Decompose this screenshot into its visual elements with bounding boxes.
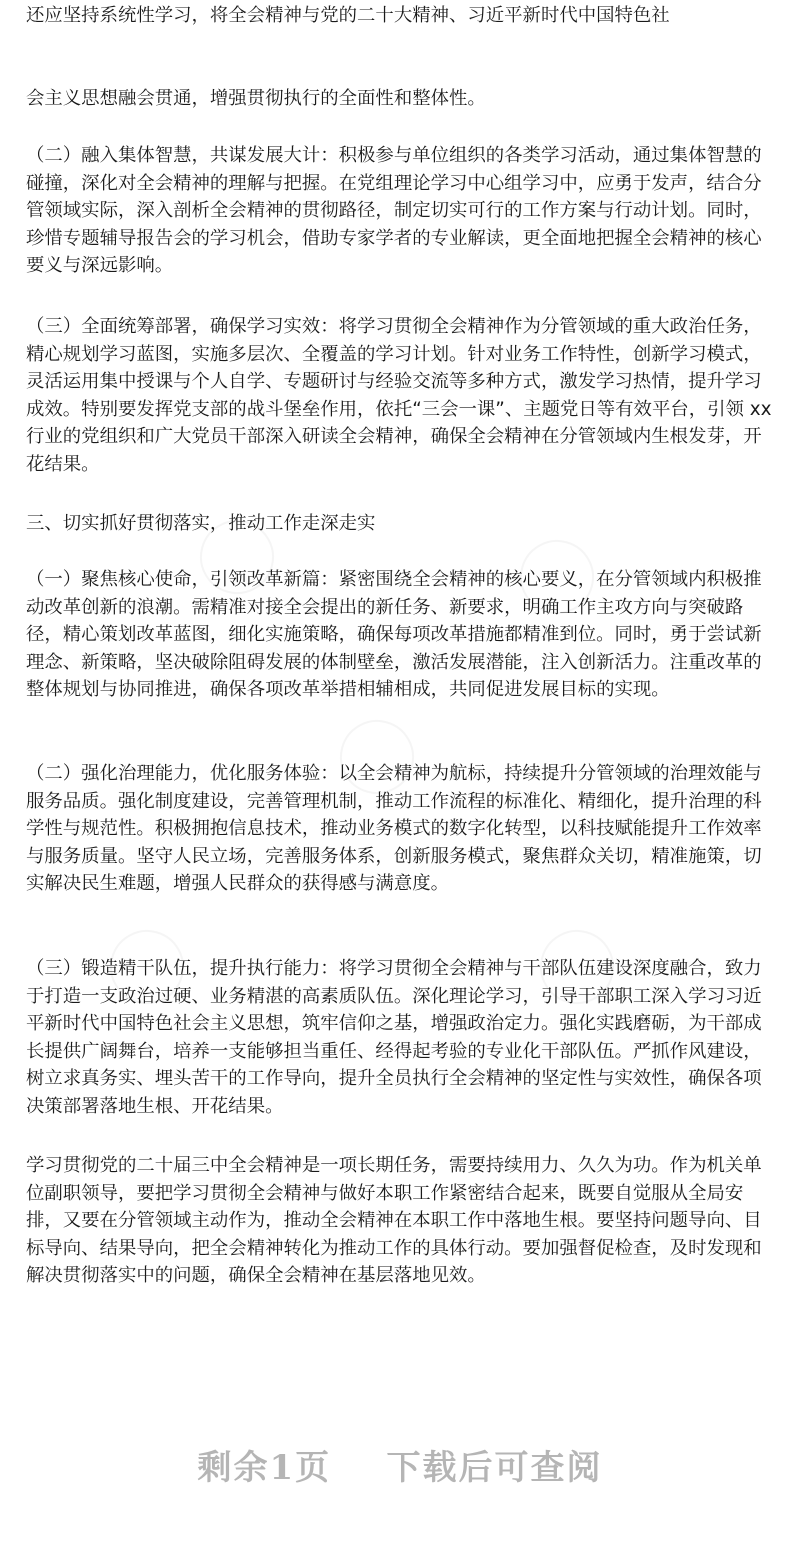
paragraph-section-three-item-three: （三）锻造精干队伍，提升执行能力：将学习贯彻全会精神与干部队伍建设深度融合，致力于打造一支政治过硬、业务精湛的高素质队伍。深化理论学习，引导干部职工深入学习习近平新时代中国特色社会主义思想，筑牢信仰之基，增强政治定力。强化实践磨砺，为干部成长提供广阔舞台，培养一支能够担当重任、经得起考验的专业化干部队伍。严抓作风建设，树立求真务实、埋头苦干的工作导向，提升全员执行全会精神的坚定性与实效性，确保各项决策部署落地生根、开花结果。 <box>26 958 762 1117</box>
paragraph-conclusion: 学习贯彻党的二十届三中全会精神是一项长期任务，需要持续用力、久久为功。作为机关单位副职领导，要把学习贯彻全会精神与做好本职工作紧密结合起来，既要自觉服从全局安排，又要在分管领域主动作为，推动全会精神在本职工作中落地生根。要坚持问题导向、目标导向、结果导向，把全会精神转化为推动工作的具体行动。要加强督促检查，及时发现和解决贯彻落实中的问题，确保全会精神在基层落地见效。 <box>26 1155 762 1287</box>
paragraph-continued: 还应坚持系统性学习，将全会精神与党的二十大精神、习近平新时代中国特色社 <box>26 5 670 26</box>
remaining-pages-label: 剩余1页 <box>197 1448 332 1488</box>
remaining-pages-banner <box>0 1440 800 1489</box>
download-to-view-label: 下载后可查阅 <box>386 1448 603 1488</box>
paragraph-section-three-item-two: （二）强化治理能力，优化服务体验：以全会精神为航标，持续提升分管领域的治理效能与服务品质。强化制度建设，完善管理机制，推动工作流程的标准化、精细化，提升治理的科学性与规范性。积极拥抱信息技术，推动业务模式的数字化转型，以科技赋能提升工作效率与服务质量。坚守人民立场，完善服务体系，创新服务模式，聚焦群众关切，精准施策，切实解决民生难题，增强人民群众的获得感与满意度。 <box>26 763 762 895</box>
paragraph-section-three-item-one: （一）聚焦核心使命，引领改革新篇：紧密围绕全会精神的核心要义，在分管领域内积极推动改革创新的浪潮。需精准对接全会提出的新任务、新要求，明确工作主攻方向与突破路径，精心策划改革蓝图，细化实施策略，确保每项改革措施都精准到位。同时，勇于尝试新理念、新策略，坚决破除阻碍发展的体制壁垒，激活发展潜能，注入创新活力。注重改革的整体规划与协同推进，确保各项改革举措相辅相成，共同促进发展目标的实现。 <box>26 569 762 701</box>
paragraph-section-two-item-three: （三）全面统筹部署，确保学习实效：将学习贯彻全会精神作为分管领域的重大政治任务，精心规划学习蓝图，实施多层次、全覆盖的学习计划。针对业务工作特性，创新学习模式，灵活运用集中授课与个人自学、专题研讨与经验交流等多种方式，激发学习热情，提升学习成效。特别要发挥党支部的战斗堡垒作用，依托“三会一课”、主题党日等有效平台，引领 xx 行业的党组织和广大党员干部深入研读全会精神，确保全会精神在分管领域内生根发芽，开花结果。 <box>26 316 772 475</box>
paragraph-section-two-item-two: （二）融入集体智慧，共谋发展大计：积极参与单位组织的各类学习活动，通过集体智慧的碰撞，深化对全会精神的理解与把握。在党组理论学习中心组学习中，应勇于发声，结合分管领域实际，深入剖析全会精神的贯彻路径，制定切实可行的工作方案与行动计划。同时，珍惜专题辅导报告会的学习机会，借助专家学者的专业解读，更全面地把握全会精神的核心要义与深远影响。 <box>26 145 762 277</box>
paragraph-continued-end: 会主义思想融会贯通，增强贯彻执行的全面性和整体性。 <box>26 88 486 109</box>
section-heading-three: 三、切实抓好贯彻落实，推动工作走深走实 <box>26 513 376 534</box>
